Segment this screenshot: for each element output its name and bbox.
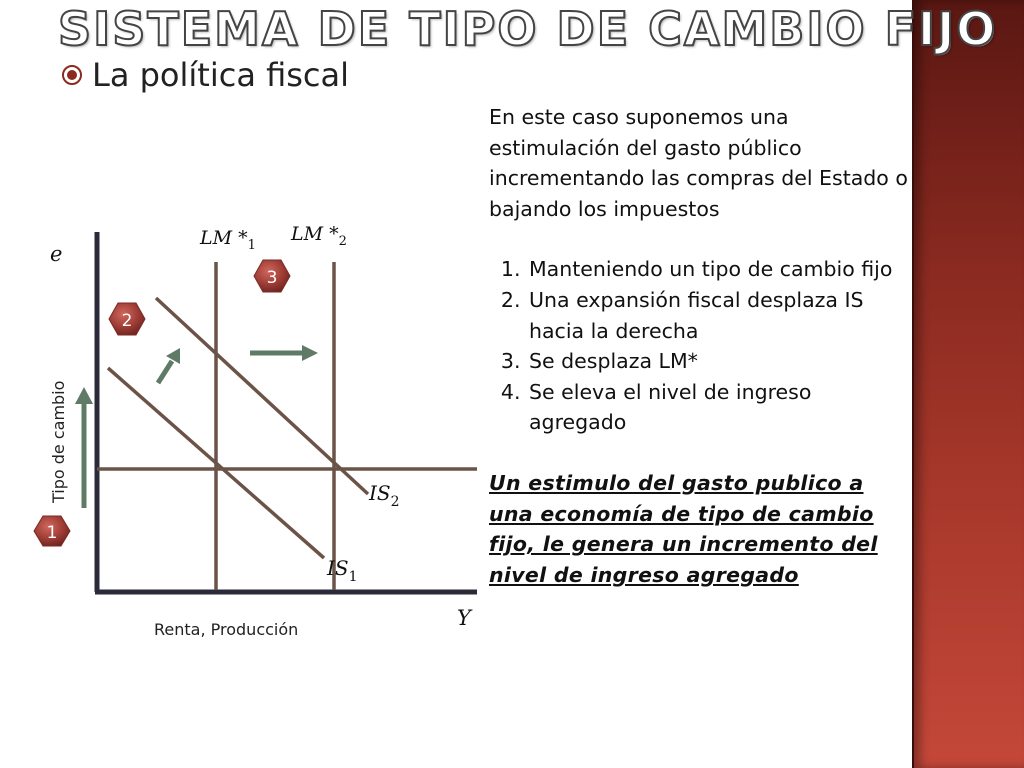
step-badge-2-label: 2 xyxy=(121,311,133,331)
lm1-label: LM $*_1$ xyxy=(200,227,256,253)
explanation-panel xyxy=(489,102,909,590)
lm2-label: LM $*_2$ xyxy=(291,223,347,249)
slide-title: SISTEMA DE TIPO DE CAMBIO FIJO xyxy=(58,2,998,56)
is1-label: $IS_1$ xyxy=(327,556,358,585)
arrow-diagonal-icon xyxy=(158,348,180,383)
y-axis-label: Tipo de cambio xyxy=(49,380,68,503)
step-badge-2 xyxy=(109,303,145,335)
slide-subtitle: La política fiscal xyxy=(92,56,350,94)
x-axis-label: Renta, Producción xyxy=(154,620,299,639)
is2-label: $IS_2$ xyxy=(369,481,400,510)
is2-curve xyxy=(156,298,368,494)
intro-paragraph: En este caso suponemos una estimulación del gasto público incrementando las compras del Estado o bajando los impuestos xyxy=(489,105,908,221)
list-item: 3. Se desplaza LM* xyxy=(527,346,909,377)
steps-list xyxy=(489,254,909,438)
conclusion-paragraph: Un estimulo del gasto publico a una economía de tipo de cambio fijo, le genera un incremento del nivel de ingreso agregado xyxy=(489,470,878,587)
step-badge-3 xyxy=(254,260,290,292)
arrow-right-icon xyxy=(250,345,318,361)
step-badge-3-label: 3 xyxy=(266,268,278,288)
list-item: 1. Manteniendo un tipo de cambio fijo xyxy=(527,254,909,285)
x-axis-symbol: Y xyxy=(457,606,471,630)
list-item: 2. Una expansión fiscal desplaza IS hacia la derecha xyxy=(527,285,909,346)
arrow-up-icon xyxy=(75,387,93,508)
decorative-side-band xyxy=(912,0,1024,768)
step-badge-1 xyxy=(34,516,70,546)
list-item: 4. Se eleva el nivel de ingreso agregado xyxy=(527,377,909,438)
y-axis-symbol: e xyxy=(50,242,63,266)
step-badge-1-label: 1 xyxy=(46,523,58,543)
